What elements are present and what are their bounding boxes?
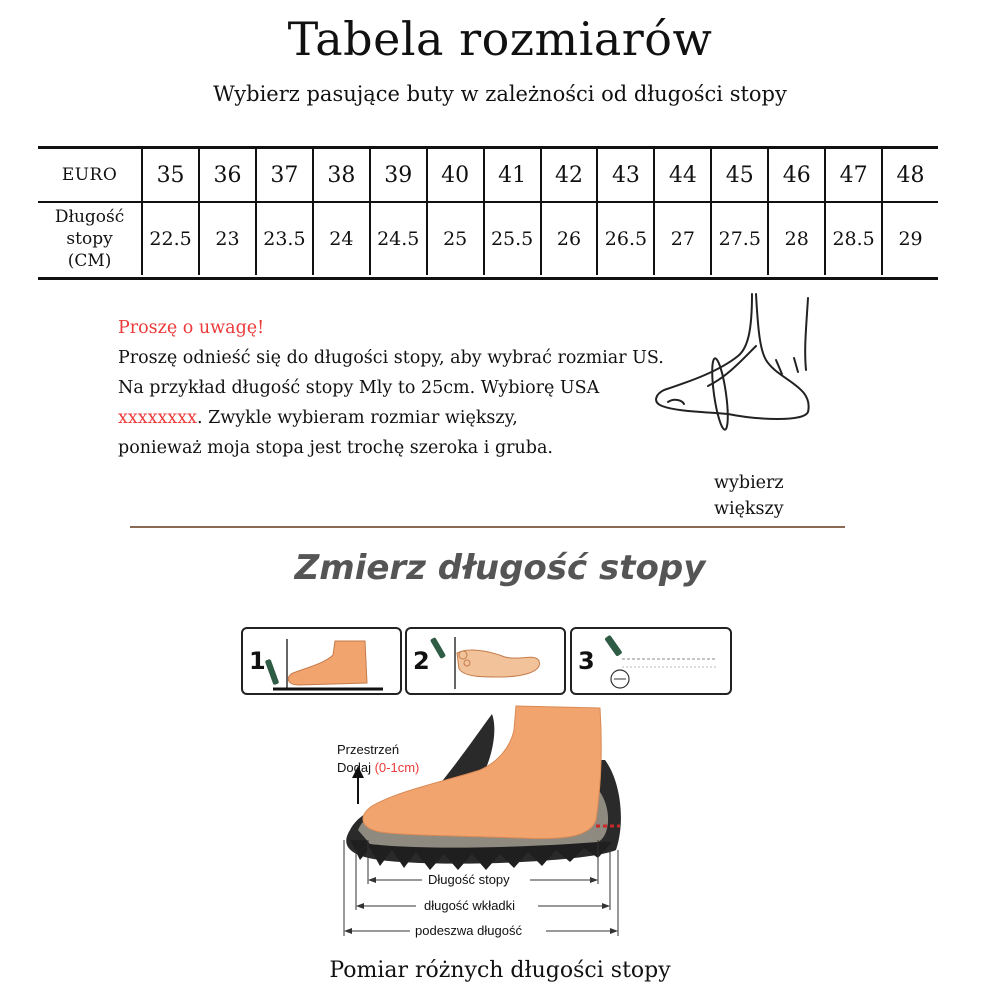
page-subtitle: Wybierz pasujące buty w zależności od długości stopy [213,82,787,106]
euro-size-cell: 35 [141,149,198,201]
foot-sketch-illustration [648,290,818,440]
euro-size-cell: 42 [540,149,597,201]
step-3-box [570,627,732,695]
step-2-foot-icon [429,633,561,691]
foot-length-label [38,203,141,275]
foot-length-cell: 22.5 [141,203,198,275]
foot-length-cell: 23.5 [255,203,312,275]
note-line: ponieważ moja stopa jest trochę szeroka i gruba. [118,438,553,458]
euro-size-cell: 44 [653,149,710,201]
pick-larger-label [714,470,784,522]
euro-size-cell: 40 [426,149,483,201]
add-space-label [337,760,419,775]
foot-length-row [38,203,938,275]
foot-length-cell: 27.5 [710,203,767,275]
foot-length-cell: 25.5 [483,203,540,275]
euro-size-cell: 41 [483,149,540,201]
note-heading: Proszę o uwagę! [118,318,265,338]
note-line [118,408,518,428]
euro-label: EURO [61,165,118,185]
euro-size-cell: 43 [596,149,653,201]
sole-length-dimension-label: podeszwa długość [415,923,522,938]
note-line-rest: . Zwykle wybieram rozmiar większy, [196,408,518,428]
euro-size-cell: 46 [767,149,824,201]
note-line: Proszę odnieść się do długości stopy, aby wybrać rozmiar US. [118,348,664,368]
note-size-placeholder: xxxxxxxx [118,408,197,428]
step-number: 3 [578,647,595,675]
step-number: 1 [249,647,266,675]
foot-length-cell: 23 [198,203,255,275]
euro-size-cell: 38 [312,149,369,201]
euro-size-cell: 37 [255,149,312,201]
insole-length-dimension-label: długość wkładki [424,898,516,913]
foot-length-label-line: Długość [54,207,125,227]
foot-length-cell: 24 [312,203,369,275]
foot-length-cell: 28 [767,203,824,275]
space-range-label: (0-1cm) [374,760,420,775]
step-number: 2 [413,647,430,675]
foot-length-cell: 26.5 [596,203,653,275]
note-line: Na przykład długość stopy Mly to 25cm. Wybiorę USA [118,378,600,398]
euro-size-cell: 47 [824,149,881,201]
foot-length-cell: 28.5 [824,203,881,275]
euro-size-cell: 45 [710,149,767,201]
foot-length-label-line: stopy [66,229,113,249]
space-label: Przestrzeń [337,742,400,757]
step-1-box [241,627,402,695]
foot-length-dimension-label: Długość stopy [428,872,510,887]
euro-size-cell: 48 [881,149,938,201]
euro-row [38,149,938,203]
add-label: Dodaj [337,760,371,775]
foot-length-cell: 27 [653,203,710,275]
footer-caption: Pomiar różnych długości stopy [329,958,671,983]
foot-length-label-line: (CM) [67,251,112,271]
pick-larger-label-line: większy [714,499,784,519]
step-2-box [405,627,566,695]
section-divider [130,526,845,528]
euro-size-cell: 39 [369,149,426,201]
foot-length-cell: 24.5 [369,203,426,275]
foot-length-cell: 26 [540,203,597,275]
euro-size-cell: 36 [198,149,255,201]
size-table [38,146,938,280]
measure-title: Zmierz długość stopy [294,548,706,588]
step-1-foot-icon [265,633,397,691]
page-title: Tabela rozmiarów [287,12,713,66]
foot-length-cell: 29 [881,203,938,275]
step-3-ruler-icon [596,633,728,691]
foot-length-cell: 25 [426,203,483,275]
pick-larger-label-line: wybierz [714,473,784,493]
